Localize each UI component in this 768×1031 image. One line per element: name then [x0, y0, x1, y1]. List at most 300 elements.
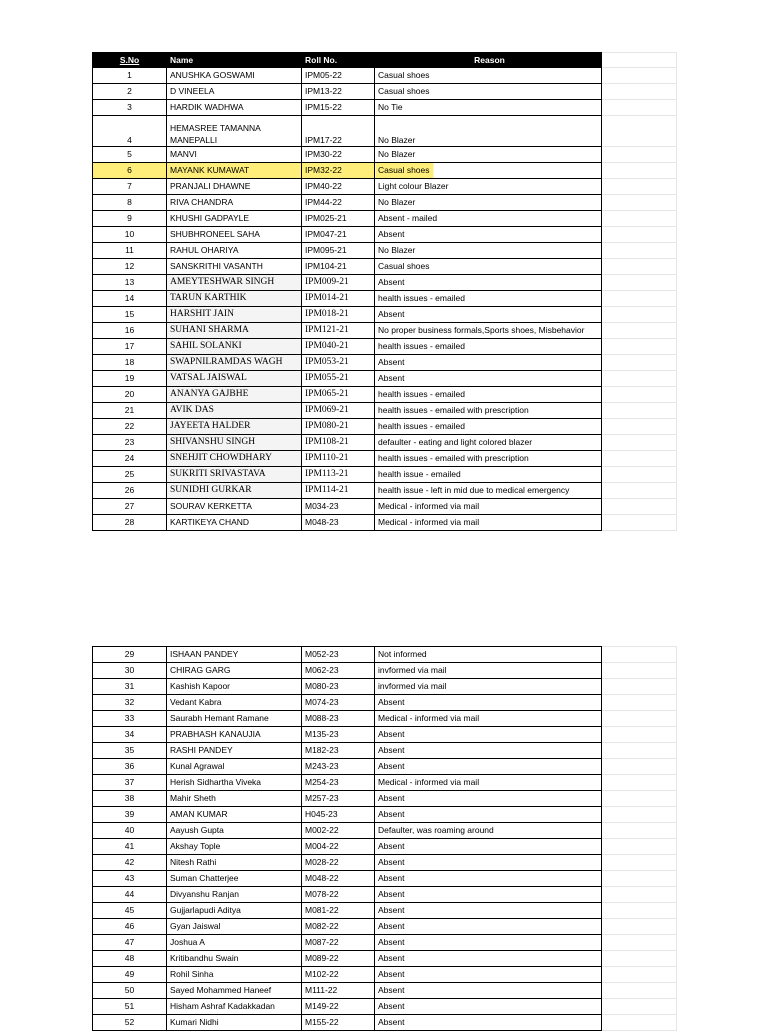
table-row — [93, 419, 677, 435]
roll-cell: IPM114-21 — [302, 483, 375, 499]
name-cell: Kumari Nidhi — [167, 1015, 302, 1031]
header-name: Name — [167, 53, 302, 68]
name-cell: Gyan Jaiswal — [167, 919, 302, 935]
empty-cell — [602, 759, 677, 775]
sno-cell: 2 — [93, 84, 167, 100]
empty-cell — [602, 275, 677, 291]
empty-cell — [602, 483, 677, 499]
reason-cell: Absent — [375, 903, 602, 919]
table-row — [93, 727, 677, 743]
reason-cell: health issues - emailed with prescription — [375, 451, 602, 467]
table-row — [93, 839, 677, 855]
sno-cell: 48 — [93, 951, 167, 967]
roll-cell: IPM104-21 — [302, 259, 375, 275]
name-cell: Rohil Sinha — [167, 967, 302, 983]
empty-cell — [602, 775, 677, 791]
roll-cell: M257-23 — [302, 791, 375, 807]
roll-cell: M182-23 — [302, 743, 375, 759]
reason-cell: Absent — [375, 791, 602, 807]
name-cell: AMEYTESHWAR SINGH — [167, 275, 302, 291]
reason-cell: Absent — [375, 999, 602, 1015]
roll-cell: IPM13-22 — [302, 84, 375, 100]
empty-cell — [602, 515, 677, 531]
empty-cell — [602, 935, 677, 951]
name-line-1: HEMASREE TAMANNA — [170, 123, 261, 133]
name-cell: AMAN KUMAR — [167, 807, 302, 823]
sno-cell: 49 — [93, 967, 167, 983]
roll-cell: IPM014-21 — [302, 291, 375, 307]
reason-cell: Absent — [375, 727, 602, 743]
empty-cell — [602, 116, 677, 147]
sno-cell: 1 — [93, 68, 167, 84]
roll-cell: M074-23 — [302, 695, 375, 711]
reason-cell: Absent — [375, 695, 602, 711]
roll-cell: M254-23 — [302, 775, 375, 791]
roll-cell: IPM113-21 — [302, 467, 375, 483]
table-row — [93, 679, 677, 695]
table-row — [93, 451, 677, 467]
name-cell: SHUBHRONEEL SAHA — [167, 227, 302, 243]
sno-cell: 37 — [93, 775, 167, 791]
empty-cell — [602, 807, 677, 823]
empty-cell — [602, 647, 677, 663]
reason-cell: Medical - informed via mail — [375, 515, 602, 531]
empty-cell — [602, 791, 677, 807]
sno-cell: 10 — [93, 227, 167, 243]
empty-cell — [602, 53, 677, 68]
roll-cell: IPM080-21 — [302, 419, 375, 435]
sno-cell: 24 — [93, 451, 167, 467]
empty-cell — [602, 84, 677, 100]
header-sno: S.No — [93, 53, 167, 68]
sno-cell: 27 — [93, 499, 167, 515]
empty-cell — [602, 371, 677, 387]
name-cell: Mahir Sheth — [167, 791, 302, 807]
reason-cell: Absent — [375, 887, 602, 903]
empty-cell — [602, 919, 677, 935]
table-row — [93, 163, 677, 179]
empty-cell — [602, 855, 677, 871]
table-row — [93, 711, 677, 727]
sno-cell: 11 — [93, 243, 167, 259]
name-cell — [167, 116, 302, 147]
roll-cell: IPM065-21 — [302, 387, 375, 403]
roll-cell: M135-23 — [302, 727, 375, 743]
table-row — [93, 999, 677, 1015]
name-cell: Vedant Kabra — [167, 695, 302, 711]
reason-cell: Absent — [375, 227, 602, 243]
roll-cell: M078-22 — [302, 887, 375, 903]
sno-cell: 26 — [93, 483, 167, 499]
empty-cell — [602, 68, 677, 84]
sno-cell: 39 — [93, 807, 167, 823]
table-row — [93, 887, 677, 903]
roll-cell: IPM025-21 — [302, 211, 375, 227]
table-row — [93, 84, 677, 100]
sno-cell: 17 — [93, 339, 167, 355]
roll-cell: H045-23 — [302, 807, 375, 823]
empty-cell — [602, 871, 677, 887]
table-row — [93, 807, 677, 823]
table-row — [93, 663, 677, 679]
reason-cell: Absent — [375, 967, 602, 983]
name-cell: Sayed Mohammed Haneef — [167, 983, 302, 999]
reason-cell: Absent — [375, 759, 602, 775]
name-cell: Saurabh Hemant Ramane — [167, 711, 302, 727]
name-cell: SNEHJIT CHOWDHARY — [167, 451, 302, 467]
roll-cell: M062-23 — [302, 663, 375, 679]
roll-cell: M243-23 — [302, 759, 375, 775]
roll-cell: IPM110-21 — [302, 451, 375, 467]
sno-cell: 47 — [93, 935, 167, 951]
reason-cell: No Blazer — [375, 195, 602, 211]
empty-cell — [602, 243, 677, 259]
empty-cell — [602, 695, 677, 711]
name-cell: MANVI — [167, 147, 302, 163]
sno-cell: 44 — [93, 887, 167, 903]
reason-cell: No Blazer — [375, 147, 602, 163]
reason-cell: Medical - informed via mail — [375, 711, 602, 727]
name-cell: HARDIK WADHWA — [167, 100, 302, 116]
table-row — [93, 371, 677, 387]
table-row — [93, 871, 677, 887]
reason-cell: health issues - emailed — [375, 419, 602, 435]
table-row — [93, 919, 677, 935]
sno-cell: 25 — [93, 467, 167, 483]
reason-cell: Absent — [375, 307, 602, 323]
empty-cell — [602, 259, 677, 275]
empty-cell — [602, 195, 677, 211]
table-row — [93, 195, 677, 211]
reason-cell: health issues - emailed — [375, 339, 602, 355]
reason-cell: Casual shoes — [375, 163, 602, 179]
empty-cell — [602, 451, 677, 467]
reason-cell: defaulter - eating and light colored blazer — [375, 435, 602, 451]
table-row — [93, 435, 677, 451]
table-row — [93, 291, 677, 307]
roll-cell: IPM05-22 — [302, 68, 375, 84]
roll-cell: M102-22 — [302, 967, 375, 983]
name-cell: CHIRAG GARG — [167, 663, 302, 679]
sno-cell: 5 — [93, 147, 167, 163]
roll-cell: M081-22 — [302, 903, 375, 919]
name-cell: SHIVANSHU SINGH — [167, 435, 302, 451]
name-cell: KHUSHI GADPAYLE — [167, 211, 302, 227]
name-cell: Kunal Agrawal — [167, 759, 302, 775]
roll-cell: M080-23 — [302, 679, 375, 695]
roll-cell: M088-23 — [302, 711, 375, 727]
name-cell: RAHUL OHARIYA — [167, 243, 302, 259]
table-row — [93, 499, 677, 515]
empty-cell — [602, 679, 677, 695]
reason-cell: invformed via mail — [375, 663, 602, 679]
table-row — [93, 695, 677, 711]
empty-cell — [602, 291, 677, 307]
reason-cell: health issues - emailed with prescription — [375, 403, 602, 419]
sno-cell: 12 — [93, 259, 167, 275]
roll-cell: M087-22 — [302, 935, 375, 951]
table-row — [93, 403, 677, 419]
reason-cell: Absent — [375, 983, 602, 999]
reason-cell: No Blazer — [375, 243, 602, 259]
table-row — [93, 179, 677, 195]
reason-cell: Medical - informed via mail — [375, 499, 602, 515]
table-row — [93, 275, 677, 291]
name-cell: MAYANK KUMAWAT — [167, 163, 302, 179]
name-cell: D VINEELA — [167, 84, 302, 100]
reason-cell: Absent — [375, 807, 602, 823]
reason-cell: Absent — [375, 951, 602, 967]
table-row — [93, 951, 677, 967]
sno-cell: 18 — [93, 355, 167, 371]
table-row — [93, 967, 677, 983]
table-row — [93, 483, 677, 499]
sno-cell: 8 — [93, 195, 167, 211]
reason-cell: Defaulter, was roaming around — [375, 823, 602, 839]
name-cell: AVIK DAS — [167, 403, 302, 419]
table-row — [93, 935, 677, 951]
empty-cell — [602, 211, 677, 227]
reason-cell: Absent — [375, 935, 602, 951]
sno-cell: 28 — [93, 515, 167, 531]
roll-cell: IPM17-22 — [302, 116, 375, 147]
sno-cell: 46 — [93, 919, 167, 935]
attendance-table-part-1 — [92, 52, 676, 531]
empty-cell — [602, 999, 677, 1015]
name-cell: RASHI PANDEY — [167, 743, 302, 759]
empty-cell — [602, 903, 677, 919]
reason-cell: Casual shoes — [375, 259, 602, 275]
table-row — [93, 68, 677, 84]
name-cell: SUHANI SHARMA — [167, 323, 302, 339]
sno-cell: 15 — [93, 307, 167, 323]
roll-cell: IPM069-21 — [302, 403, 375, 419]
sno-cell: 21 — [93, 403, 167, 419]
empty-cell — [602, 499, 677, 515]
empty-cell — [602, 339, 677, 355]
empty-cell — [602, 839, 677, 855]
reason-cell: Medical - informed via mail — [375, 775, 602, 791]
empty-cell — [602, 323, 677, 339]
sno-cell: 4 — [93, 116, 167, 147]
header-reason: Reason — [375, 53, 602, 68]
roll-cell: IPM44-22 — [302, 195, 375, 211]
table-row — [93, 323, 677, 339]
roll-cell: IPM32-22 — [302, 163, 375, 179]
name-cell: ANANYA GAJBHE — [167, 387, 302, 403]
roll-cell: IPM053-21 — [302, 355, 375, 371]
sno-cell: 14 — [93, 291, 167, 307]
name-cell: JAYEETA HALDER — [167, 419, 302, 435]
sno-cell: 13 — [93, 275, 167, 291]
table-row — [93, 775, 677, 791]
name-cell: VATSAL JAISWAL — [167, 371, 302, 387]
reason-cell: Absent — [375, 855, 602, 871]
name-line-2: MANEPALLI — [170, 135, 218, 145]
roll-cell: M149-22 — [302, 999, 375, 1015]
roll-cell: M002-22 — [302, 823, 375, 839]
sno-cell: 45 — [93, 903, 167, 919]
empty-cell — [602, 419, 677, 435]
sno-cell: 35 — [93, 743, 167, 759]
sno-cell: 20 — [93, 387, 167, 403]
table-row — [93, 355, 677, 371]
reason-cell: Light colour Blazer — [375, 179, 602, 195]
sno-cell: 41 — [93, 839, 167, 855]
roll-cell: M004-22 — [302, 839, 375, 855]
sno-cell: 36 — [93, 759, 167, 775]
empty-cell — [602, 1015, 677, 1031]
sno-cell: 30 — [93, 663, 167, 679]
roll-cell: M155-22 — [302, 1015, 375, 1031]
table-row — [93, 243, 677, 259]
empty-cell — [602, 227, 677, 243]
name-cell: HARSHIT JAIN — [167, 307, 302, 323]
table-row — [93, 387, 677, 403]
table-row — [93, 855, 677, 871]
table-row — [93, 467, 677, 483]
sno-cell: 31 — [93, 679, 167, 695]
sno-cell: 38 — [93, 791, 167, 807]
table-row — [93, 307, 677, 323]
reason-cell: No proper business formals,Sports shoes, Misbehavior — [375, 323, 602, 339]
name-cell: Nitesh Rathi — [167, 855, 302, 871]
sno-cell: 42 — [93, 855, 167, 871]
reason-cell: Absent — [375, 355, 602, 371]
reason-cell: Casual shoes — [375, 68, 602, 84]
name-cell: Divyanshu Ranjan — [167, 887, 302, 903]
empty-cell — [602, 163, 677, 179]
sno-cell: 7 — [93, 179, 167, 195]
table-row — [93, 227, 677, 243]
sno-cell: 33 — [93, 711, 167, 727]
empty-cell — [602, 887, 677, 903]
name-cell: ISHAAN PANDEY — [167, 647, 302, 663]
empty-cell — [602, 951, 677, 967]
reason-cell: Absent — [375, 1015, 602, 1031]
reason-cell: Absent — [375, 371, 602, 387]
reason-cell: Absent — [375, 275, 602, 291]
empty-cell — [602, 307, 677, 323]
roll-cell: M048-22 — [302, 871, 375, 887]
sno-cell: 6 — [93, 163, 167, 179]
table-row — [93, 116, 677, 147]
roll-cell: IPM15-22 — [302, 100, 375, 116]
sno-cell: 43 — [93, 871, 167, 887]
table-header-row — [93, 53, 677, 68]
name-cell: PRANJALI DHAWNE — [167, 179, 302, 195]
empty-cell — [602, 663, 677, 679]
table-row — [93, 903, 677, 919]
name-cell: Akshay Tople — [167, 839, 302, 855]
table-row — [93, 515, 677, 531]
name-cell: RIVA CHANDRA — [167, 195, 302, 211]
name-cell: PRABHASH KANAUJIA — [167, 727, 302, 743]
header-roll: Roll No. — [302, 53, 375, 68]
roll-cell: IPM30-22 — [302, 147, 375, 163]
reason-cell: health issue - emailed — [375, 467, 602, 483]
roll-cell: IPM018-21 — [302, 307, 375, 323]
sno-cell: 40 — [93, 823, 167, 839]
table-row — [93, 791, 677, 807]
empty-cell — [602, 467, 677, 483]
empty-cell — [602, 711, 677, 727]
reason-cell: invformed via mail — [375, 679, 602, 695]
roll-cell: M048-23 — [302, 515, 375, 531]
reason-cell: No Tie — [375, 100, 602, 116]
sno-cell: 50 — [93, 983, 167, 999]
reason-cell: Absent — [375, 871, 602, 887]
sno-cell: 9 — [93, 211, 167, 227]
table-row — [93, 823, 677, 839]
table-row — [93, 983, 677, 999]
sno-cell: 51 — [93, 999, 167, 1015]
roll-cell: M052-23 — [302, 647, 375, 663]
empty-cell — [602, 727, 677, 743]
name-cell: Aayush Gupta — [167, 823, 302, 839]
table-row — [93, 1015, 677, 1031]
name-cell: Gujjarlapudi Aditya — [167, 903, 302, 919]
table-row — [93, 647, 677, 663]
reason-cell: health issues - emailed — [375, 387, 602, 403]
table-row — [93, 147, 677, 163]
roll-cell: IPM40-22 — [302, 179, 375, 195]
reason-cell: Absent — [375, 839, 602, 855]
sno-cell: 3 — [93, 100, 167, 116]
table-row — [93, 759, 677, 775]
roll-cell: M082-22 — [302, 919, 375, 935]
sno-cell: 22 — [93, 419, 167, 435]
reason-cell: Not informed — [375, 647, 602, 663]
name-cell: SAHIL SOLANKI — [167, 339, 302, 355]
name-cell: SOURAV KERKETTA — [167, 499, 302, 515]
empty-cell — [602, 743, 677, 759]
table-row — [93, 743, 677, 759]
roll-cell: IPM009-21 — [302, 275, 375, 291]
roll-cell: IPM055-21 — [302, 371, 375, 387]
reason-cell: Absent - mailed — [375, 211, 602, 227]
table-row — [93, 211, 677, 227]
name-cell: KARTIKEYA CHAND — [167, 515, 302, 531]
empty-cell — [602, 387, 677, 403]
roll-cell: M028-22 — [302, 855, 375, 871]
sno-cell: 32 — [93, 695, 167, 711]
sno-cell: 29 — [93, 647, 167, 663]
reason-cell: Absent — [375, 919, 602, 935]
table-row — [93, 100, 677, 116]
name-cell: SWAPNILRAMDAS WAGH — [167, 355, 302, 371]
empty-cell — [602, 147, 677, 163]
name-cell: Joshua A — [167, 935, 302, 951]
name-cell: SUNIDHI GURKAR — [167, 483, 302, 499]
name-cell: Herish Sidhartha Viveka — [167, 775, 302, 791]
name-cell: Hisham Ashraf Kadakkadan — [167, 999, 302, 1015]
sno-cell: 52 — [93, 1015, 167, 1031]
name-cell: SANSKRITHI VASANTH — [167, 259, 302, 275]
roll-cell: M089-22 — [302, 951, 375, 967]
empty-cell — [602, 435, 677, 451]
sno-cell: 23 — [93, 435, 167, 451]
empty-cell — [602, 403, 677, 419]
sno-cell: 19 — [93, 371, 167, 387]
roll-cell: IPM108-21 — [302, 435, 375, 451]
name-cell: Kritibandhu Swain — [167, 951, 302, 967]
empty-cell — [602, 967, 677, 983]
name-cell: TARUN KARTHIK — [167, 291, 302, 307]
roll-cell: IPM047-21 — [302, 227, 375, 243]
empty-cell — [602, 355, 677, 371]
reason-cell: Casual shoes — [375, 84, 602, 100]
